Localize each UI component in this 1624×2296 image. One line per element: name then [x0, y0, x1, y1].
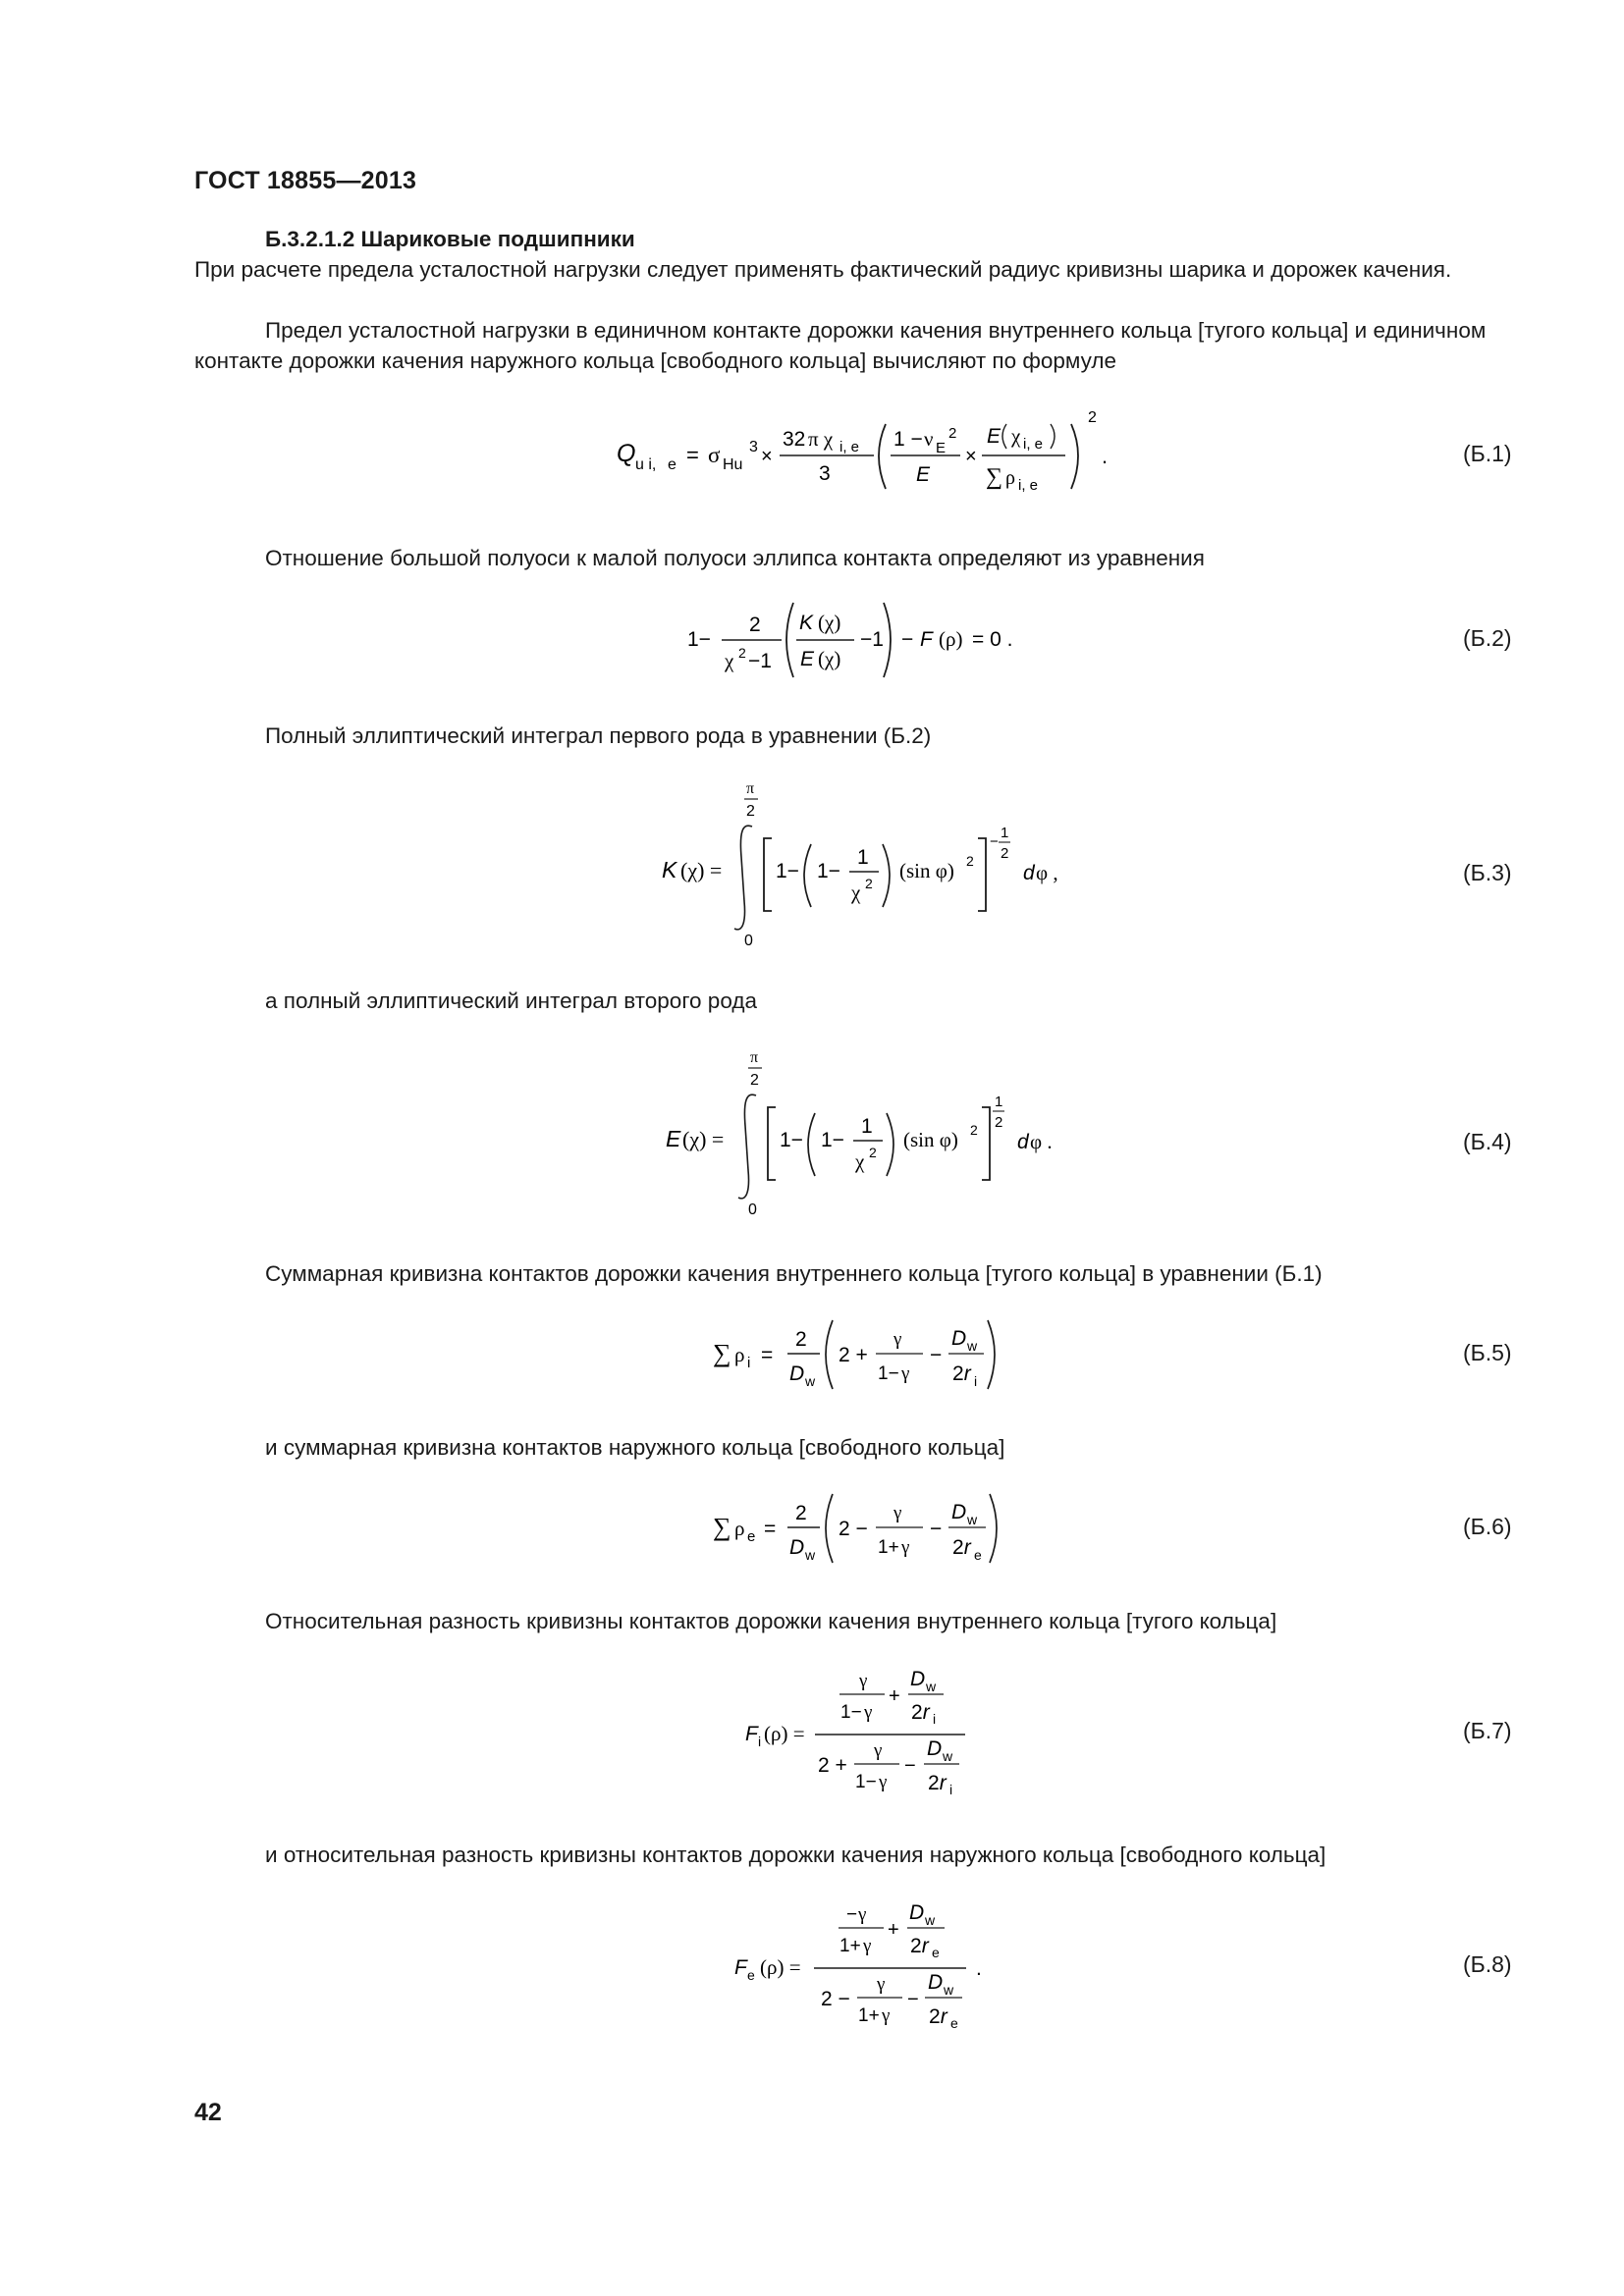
paragraph-b4: а полный эллиптический интеграл второго рода: [265, 988, 757, 1013]
svg-text:2: 2: [749, 614, 761, 636]
svg-text:1+: 1+: [839, 1936, 861, 1956]
page-number: 42: [194, 2099, 222, 2126]
equation-number-b6: (Б.6): [1463, 1514, 1512, 1539]
svg-text:1: 1: [857, 846, 869, 869]
svg-text:e: e: [974, 1547, 982, 1563]
svg-text:1−: 1−: [840, 1702, 862, 1723]
svg-text:F: F: [920, 628, 933, 651]
formula-b4: [654, 1042, 1086, 1224]
paragraph-b7: Относительная разность кривизны контактов дорожки качения внутреннего кольца [тугого кольца]: [265, 1609, 1277, 1633]
svg-text:2: 2: [738, 645, 746, 661]
svg-text:φ ,: φ ,: [1036, 861, 1058, 884]
svg-text:(χ) =: (χ) =: [682, 1127, 725, 1151]
svg-text:u i,: u i,: [635, 456, 657, 473]
svg-text:−1: −1: [748, 650, 772, 672]
svg-text:E: E: [666, 1126, 681, 1151]
svg-text:×: ×: [965, 446, 977, 467]
svg-text:w: w: [967, 1512, 978, 1527]
svg-text:−1: −1: [860, 628, 884, 651]
svg-text:−: −: [901, 628, 914, 651]
svg-text:γ: γ: [858, 1904, 867, 1925]
svg-text:2 −: 2 −: [821, 1988, 850, 2010]
paragraph-b8: и относительная разность кривизны контактов дорожки качения наружного кольца [свободного кольца]: [265, 1842, 1326, 1867]
svg-text:2: 2: [795, 1328, 807, 1351]
svg-text:i, e: i, e: [1023, 436, 1044, 453]
equation-number-b4: (Б.4): [1463, 1129, 1512, 1154]
svg-text:1 −: 1 −: [893, 428, 923, 451]
svg-text:2r: 2r: [911, 1701, 930, 1724]
svg-text:2 +: 2 +: [839, 1344, 868, 1366]
svg-text:2r: 2r: [952, 1536, 971, 1559]
svg-text:i, e: i, e: [1018, 477, 1039, 494]
svg-text:2: 2: [970, 1122, 978, 1138]
svg-text:2r: 2r: [952, 1362, 971, 1385]
svg-text:−: −: [930, 1344, 943, 1366]
paragraph-b6: и суммарная кривизна контактов наружного кольца [свободного кольца]: [265, 1435, 1005, 1460]
svg-text:.: .: [976, 1957, 982, 1980]
svg-text:γ: γ: [901, 1363, 910, 1384]
svg-text:d: d: [1023, 862, 1035, 884]
svg-text:K: K: [799, 612, 814, 634]
equation-number-b3: (Б.3): [1463, 860, 1512, 885]
svg-text:(ρ) =: (ρ) =: [764, 1722, 805, 1745]
svg-text:γ: γ: [863, 1936, 872, 1956]
svg-text:E: E: [916, 463, 931, 486]
svg-text:1−: 1−: [687, 628, 711, 651]
equation-number-b1: (Б.1): [1463, 441, 1512, 466]
svg-text:(ρ) =: (ρ) =: [760, 1955, 801, 1979]
svg-text:χ: χ: [725, 649, 734, 672]
svg-text:D: D: [951, 1501, 967, 1523]
svg-text:χ: χ: [1011, 424, 1021, 448]
svg-text:γ: γ: [893, 1329, 902, 1350]
svg-text:γ: γ: [893, 1503, 902, 1523]
svg-text:−: −: [907, 1989, 919, 2010]
svg-text:e: e: [747, 1528, 756, 1545]
paragraph-b2: Отношение большой полуоси к малой полуоси эллипса контакта определяют из уравнения: [265, 546, 1205, 570]
svg-text:e: e: [932, 1945, 940, 1960]
document-standard-header: ГОСТ 18855—2013: [194, 167, 417, 194]
svg-text:1: 1: [1001, 825, 1009, 841]
svg-text:(sin φ): (sin φ): [899, 859, 954, 882]
svg-text:−: −: [904, 1755, 916, 1777]
formula-b6: [707, 1484, 1021, 1573]
formula-b1: [589, 393, 1139, 510]
svg-text:2r: 2r: [910, 1935, 929, 1957]
svg-text:i: i: [949, 1782, 953, 1797]
svg-text:1+: 1+: [858, 2005, 880, 2026]
svg-text:2: 2: [948, 425, 957, 442]
svg-text:+: +: [889, 1685, 900, 1707]
svg-text:(χ): (χ): [818, 611, 841, 634]
svg-text:2: 2: [865, 876, 873, 891]
svg-text:ρ: ρ: [734, 1517, 745, 1540]
svg-text:w: w: [925, 1912, 936, 1928]
svg-text:3: 3: [749, 439, 758, 455]
svg-text:+: +: [888, 1919, 899, 1941]
intro-paragraph-1: При расчете предела усталостной нагрузки следует применять фактический радиус кривизны шарика и дорожек качения.: [194, 257, 1452, 282]
svg-text:γ: γ: [859, 1671, 868, 1691]
svg-text:0: 0: [748, 1201, 757, 1218]
svg-text:2: 2: [795, 1502, 807, 1524]
svg-text:∑: ∑: [713, 1513, 731, 1541]
equation-number-b2: (Б.2): [1463, 625, 1512, 651]
svg-text:1−: 1−: [776, 860, 799, 882]
svg-text:2: 2: [750, 1072, 759, 1089]
svg-text:γ: γ: [874, 1740, 883, 1761]
svg-text:D: D: [951, 1327, 967, 1350]
svg-text:i, e: i, e: [839, 439, 860, 455]
svg-text:2: 2: [995, 1114, 1003, 1131]
svg-text:D: D: [909, 1901, 925, 1924]
svg-text:ν: ν: [924, 427, 934, 451]
svg-text:E: E: [987, 425, 1001, 448]
formula-b3: [650, 774, 1082, 955]
svg-text:ρ: ρ: [734, 1343, 745, 1366]
formula-b8: [731, 1893, 1005, 2040]
svg-text:i: i: [758, 1734, 762, 1749]
svg-text:K: K: [662, 857, 677, 882]
svg-text:1−: 1−: [821, 1129, 844, 1151]
svg-text:−: −: [990, 833, 999, 850]
svg-text:2: 2: [869, 1145, 877, 1160]
svg-text:2 +: 2 +: [818, 1754, 847, 1777]
svg-text:γ: γ: [882, 2005, 891, 2026]
formula-b5: [707, 1310, 1021, 1399]
svg-text:w: w: [967, 1338, 978, 1354]
svg-text:π: π: [746, 780, 755, 797]
svg-text:=: =: [764, 1518, 777, 1540]
svg-text:1: 1: [861, 1115, 873, 1138]
svg-text:∑: ∑: [986, 464, 1003, 490]
svg-text:1+: 1+: [878, 1537, 899, 1558]
svg-text:−: −: [930, 1518, 943, 1540]
svg-text:w: w: [943, 1748, 953, 1764]
svg-text:(χ): (χ): [818, 647, 841, 670]
equation-number-b7: (Б.7): [1463, 1718, 1512, 1743]
section-block: [194, 224, 1522, 285]
svg-text:D: D: [789, 1362, 805, 1385]
svg-text:1−: 1−: [855, 1772, 877, 1792]
formula-b2: [677, 595, 1051, 685]
svg-text:0: 0: [744, 933, 753, 949]
svg-text:Hu: Hu: [723, 456, 743, 473]
svg-text:1−: 1−: [817, 860, 840, 882]
svg-text:γ: γ: [864, 1702, 873, 1723]
svg-text:−: −: [846, 1904, 858, 1925]
svg-text:2r: 2r: [928, 1772, 947, 1794]
svg-text:ρ: ρ: [1005, 467, 1015, 489]
svg-text:E: E: [800, 648, 815, 670]
svg-text:2r: 2r: [929, 2005, 947, 2028]
svg-text:Q: Q: [617, 440, 636, 467]
svg-text:γ: γ: [877, 1974, 886, 1995]
svg-text:1−: 1−: [780, 1129, 803, 1151]
svg-text:= 0 .: = 0 .: [972, 628, 1013, 651]
svg-text:E: E: [936, 440, 947, 456]
svg-text:φ .: φ .: [1030, 1130, 1053, 1153]
svg-text:w: w: [805, 1547, 816, 1563]
svg-text:1: 1: [995, 1094, 1003, 1110]
svg-text:d: d: [1017, 1131, 1029, 1153]
svg-text:e: e: [747, 1967, 755, 1983]
svg-text:2: 2: [966, 853, 974, 869]
formula-b7: [741, 1659, 987, 1806]
svg-text:(ρ): (ρ): [939, 627, 963, 651]
equation-number-b8: (Б.8): [1463, 1951, 1512, 1977]
svg-text:i: i: [974, 1373, 978, 1389]
svg-text:π χ: π χ: [808, 427, 834, 451]
svg-text:γ: γ: [901, 1537, 910, 1558]
equation-number-b5: (Б.5): [1463, 1340, 1512, 1365]
svg-text:π: π: [750, 1049, 759, 1066]
svg-text:2: 2: [746, 803, 755, 820]
svg-text:(sin φ): (sin φ): [903, 1128, 958, 1151]
svg-text:∑: ∑: [713, 1339, 731, 1367]
svg-text:σ: σ: [708, 443, 721, 467]
svg-text:w: w: [805, 1373, 816, 1389]
paragraph-b5: Суммарная кривизна контактов дорожки качения внутреннего кольца [тугого кольца] в уравнении (Б.1): [265, 1261, 1323, 1286]
svg-text:χ: χ: [851, 881, 861, 904]
svg-text:=: =: [686, 443, 699, 467]
svg-text:32: 32: [783, 428, 806, 451]
svg-text:2 −: 2 −: [839, 1518, 868, 1540]
svg-text:χ: χ: [855, 1149, 865, 1173]
svg-text:1−: 1−: [878, 1363, 899, 1384]
svg-text:(χ) =: (χ) =: [680, 858, 723, 882]
svg-text:D: D: [789, 1536, 805, 1559]
svg-text:3: 3: [819, 462, 831, 485]
svg-text:w: w: [944, 1982, 954, 1998]
svg-text:i: i: [933, 1711, 937, 1727]
svg-text:F: F: [745, 1723, 758, 1745]
svg-text:2: 2: [1088, 409, 1097, 426]
svg-text:D: D: [910, 1668, 926, 1690]
svg-text:D: D: [927, 1737, 943, 1760]
svg-text:D: D: [928, 1971, 944, 1994]
svg-text:×: ×: [761, 446, 773, 467]
svg-text:w: w: [926, 1679, 937, 1694]
svg-text:e: e: [668, 456, 677, 473]
intro-paragraph-2: Предел усталостной нагрузки в единичном контакте дорожки качения внутреннего кольца [тугого кольца] и единичном контакте дорожки качения наружного кольца [свободного кольца] вычисляют по формуле: [194, 318, 1487, 373]
svg-text:e: e: [950, 2015, 958, 2031]
paragraph-b3: Полный эллиптический интеграл первого рода в уравнении (Б.2): [265, 723, 932, 748]
svg-text:=: =: [761, 1344, 774, 1366]
svg-text:i: i: [747, 1355, 751, 1371]
svg-text:F: F: [734, 1956, 747, 1979]
svg-text:.: .: [1102, 444, 1109, 468]
svg-text:γ: γ: [879, 1772, 888, 1792]
svg-text:2: 2: [1001, 845, 1009, 862]
section-heading: Б.3.2.1.2 Шариковые подшипники: [265, 227, 635, 251]
